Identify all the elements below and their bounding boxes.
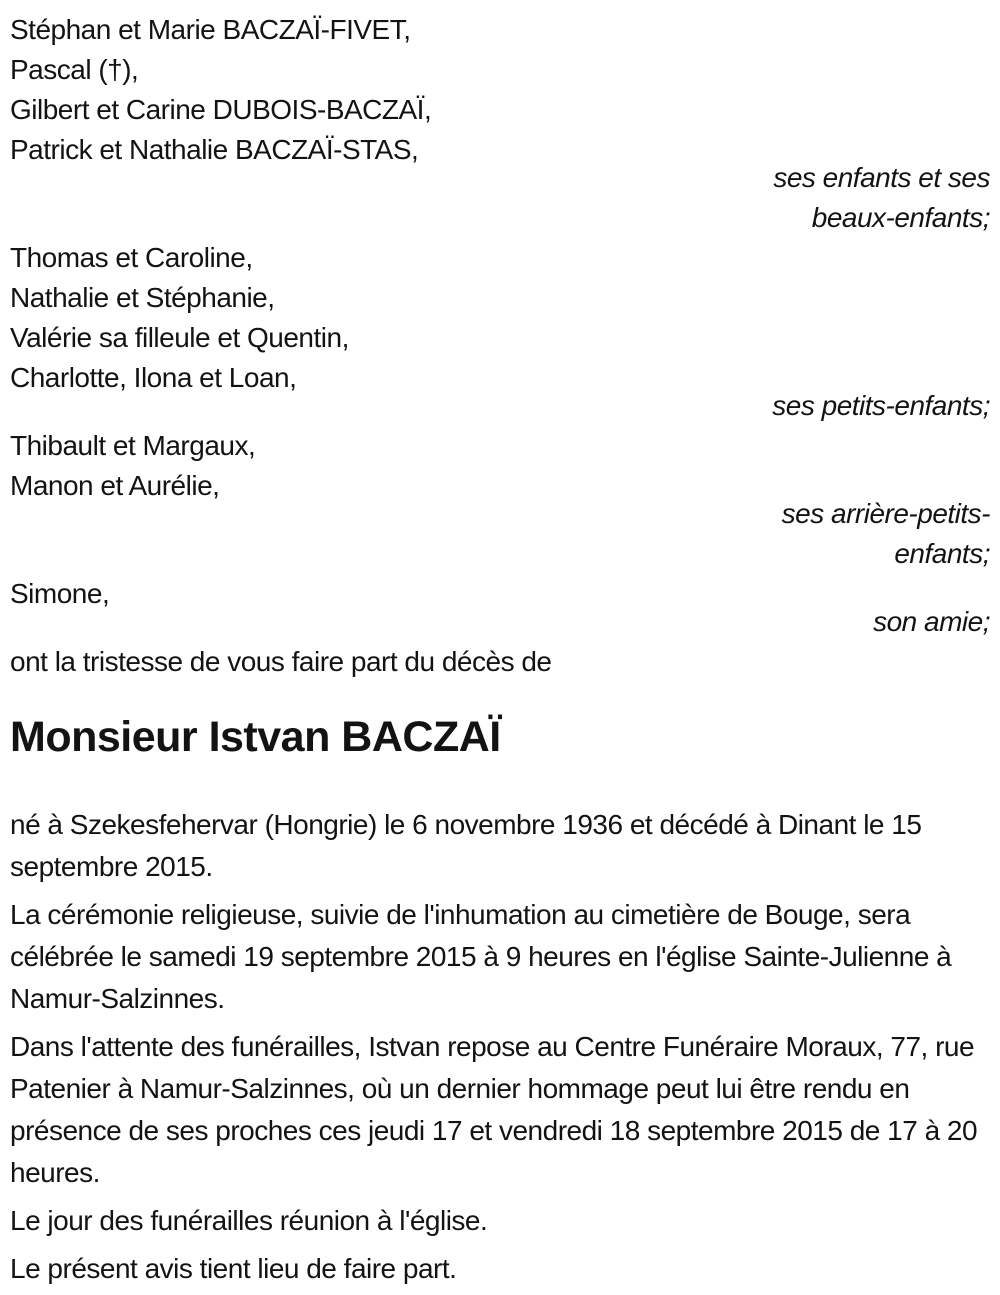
family-group-grandchildren (10, 238, 990, 426)
family-member-line: Stéphan et Marie BACZAÏ-FIVET, (10, 14, 411, 45)
relation-label-line: enfants; (894, 538, 990, 569)
family-member-line: Pascal (†), (10, 54, 139, 85)
family-member-line: Thomas et Caroline, (10, 242, 253, 273)
family-member-line: Valérie sa filleule et Quentin, (10, 322, 349, 353)
family-member-line: Nathalie et Stéphanie, (10, 282, 275, 313)
ceremony-paragraph: La cérémonie religieuse, suivie de l'inhumation au cimetière de Bouge, sera célébrée le samedi 19 septembre 2015 à 9 heures en l'église Sainte-Julienne à Namur-Salzinnes. (10, 899, 952, 1014)
family-group-friend (10, 574, 990, 642)
relation-label-line: son amie; (873, 606, 990, 637)
relation-label-line: ses enfants et ses (773, 162, 990, 193)
family-member-line: Gilbert et Carine DUBOIS-BACZAÏ, (10, 94, 432, 125)
relation-label-line: ses petits-enfants; (772, 390, 990, 421)
family-member-line: Patrick et Nathalie BACZAÏ-STAS, (10, 134, 419, 165)
relation-label-friend (10, 602, 990, 642)
repose-paragraph: Dans l'attente des funérailles, Istvan repose au Centre Funéraire Moraux, 77, rue Patenier à Namur-Salzinnes, où un dernier hommage peut lui être rendu en présence de ses proches ces jeudi 17 et vendredi 18 septembre 2015 de 17 à 20 heures. (10, 1031, 978, 1188)
family-member-line: Manon et Aurélie, (10, 470, 220, 501)
family-member-line: Thibault et Margaux, (10, 430, 256, 461)
family-member-line: Charlotte, Ilona et Loan, (10, 362, 297, 393)
family-group-great-grandchildren (10, 426, 990, 574)
family-group-children (10, 10, 990, 238)
intro-line: ont la tristesse de vous faire part du décès de (10, 646, 552, 677)
relation-label-great-grandchildren (10, 494, 990, 574)
relation-label-line: beaux-enfants; (811, 202, 990, 233)
reunion-paragraph: Le jour des funérailles réunion à l'église. (10, 1205, 488, 1236)
birth-death-paragraph: né à Szekesfehervar (Hongrie) le 6 novembre 1936 et décédé à Dinant le 15 septembre 2015. (10, 809, 922, 882)
notice-paragraph: Le présent avis tient lieu de faire part. (10, 1253, 457, 1284)
deceased-name-heading: Monsieur Istvan BACZAÏ (10, 713, 501, 761)
relation-label-line: ses arrière-petits- (781, 498, 990, 529)
family-member-line: Simone, (10, 578, 110, 609)
relation-label-children (10, 158, 990, 238)
